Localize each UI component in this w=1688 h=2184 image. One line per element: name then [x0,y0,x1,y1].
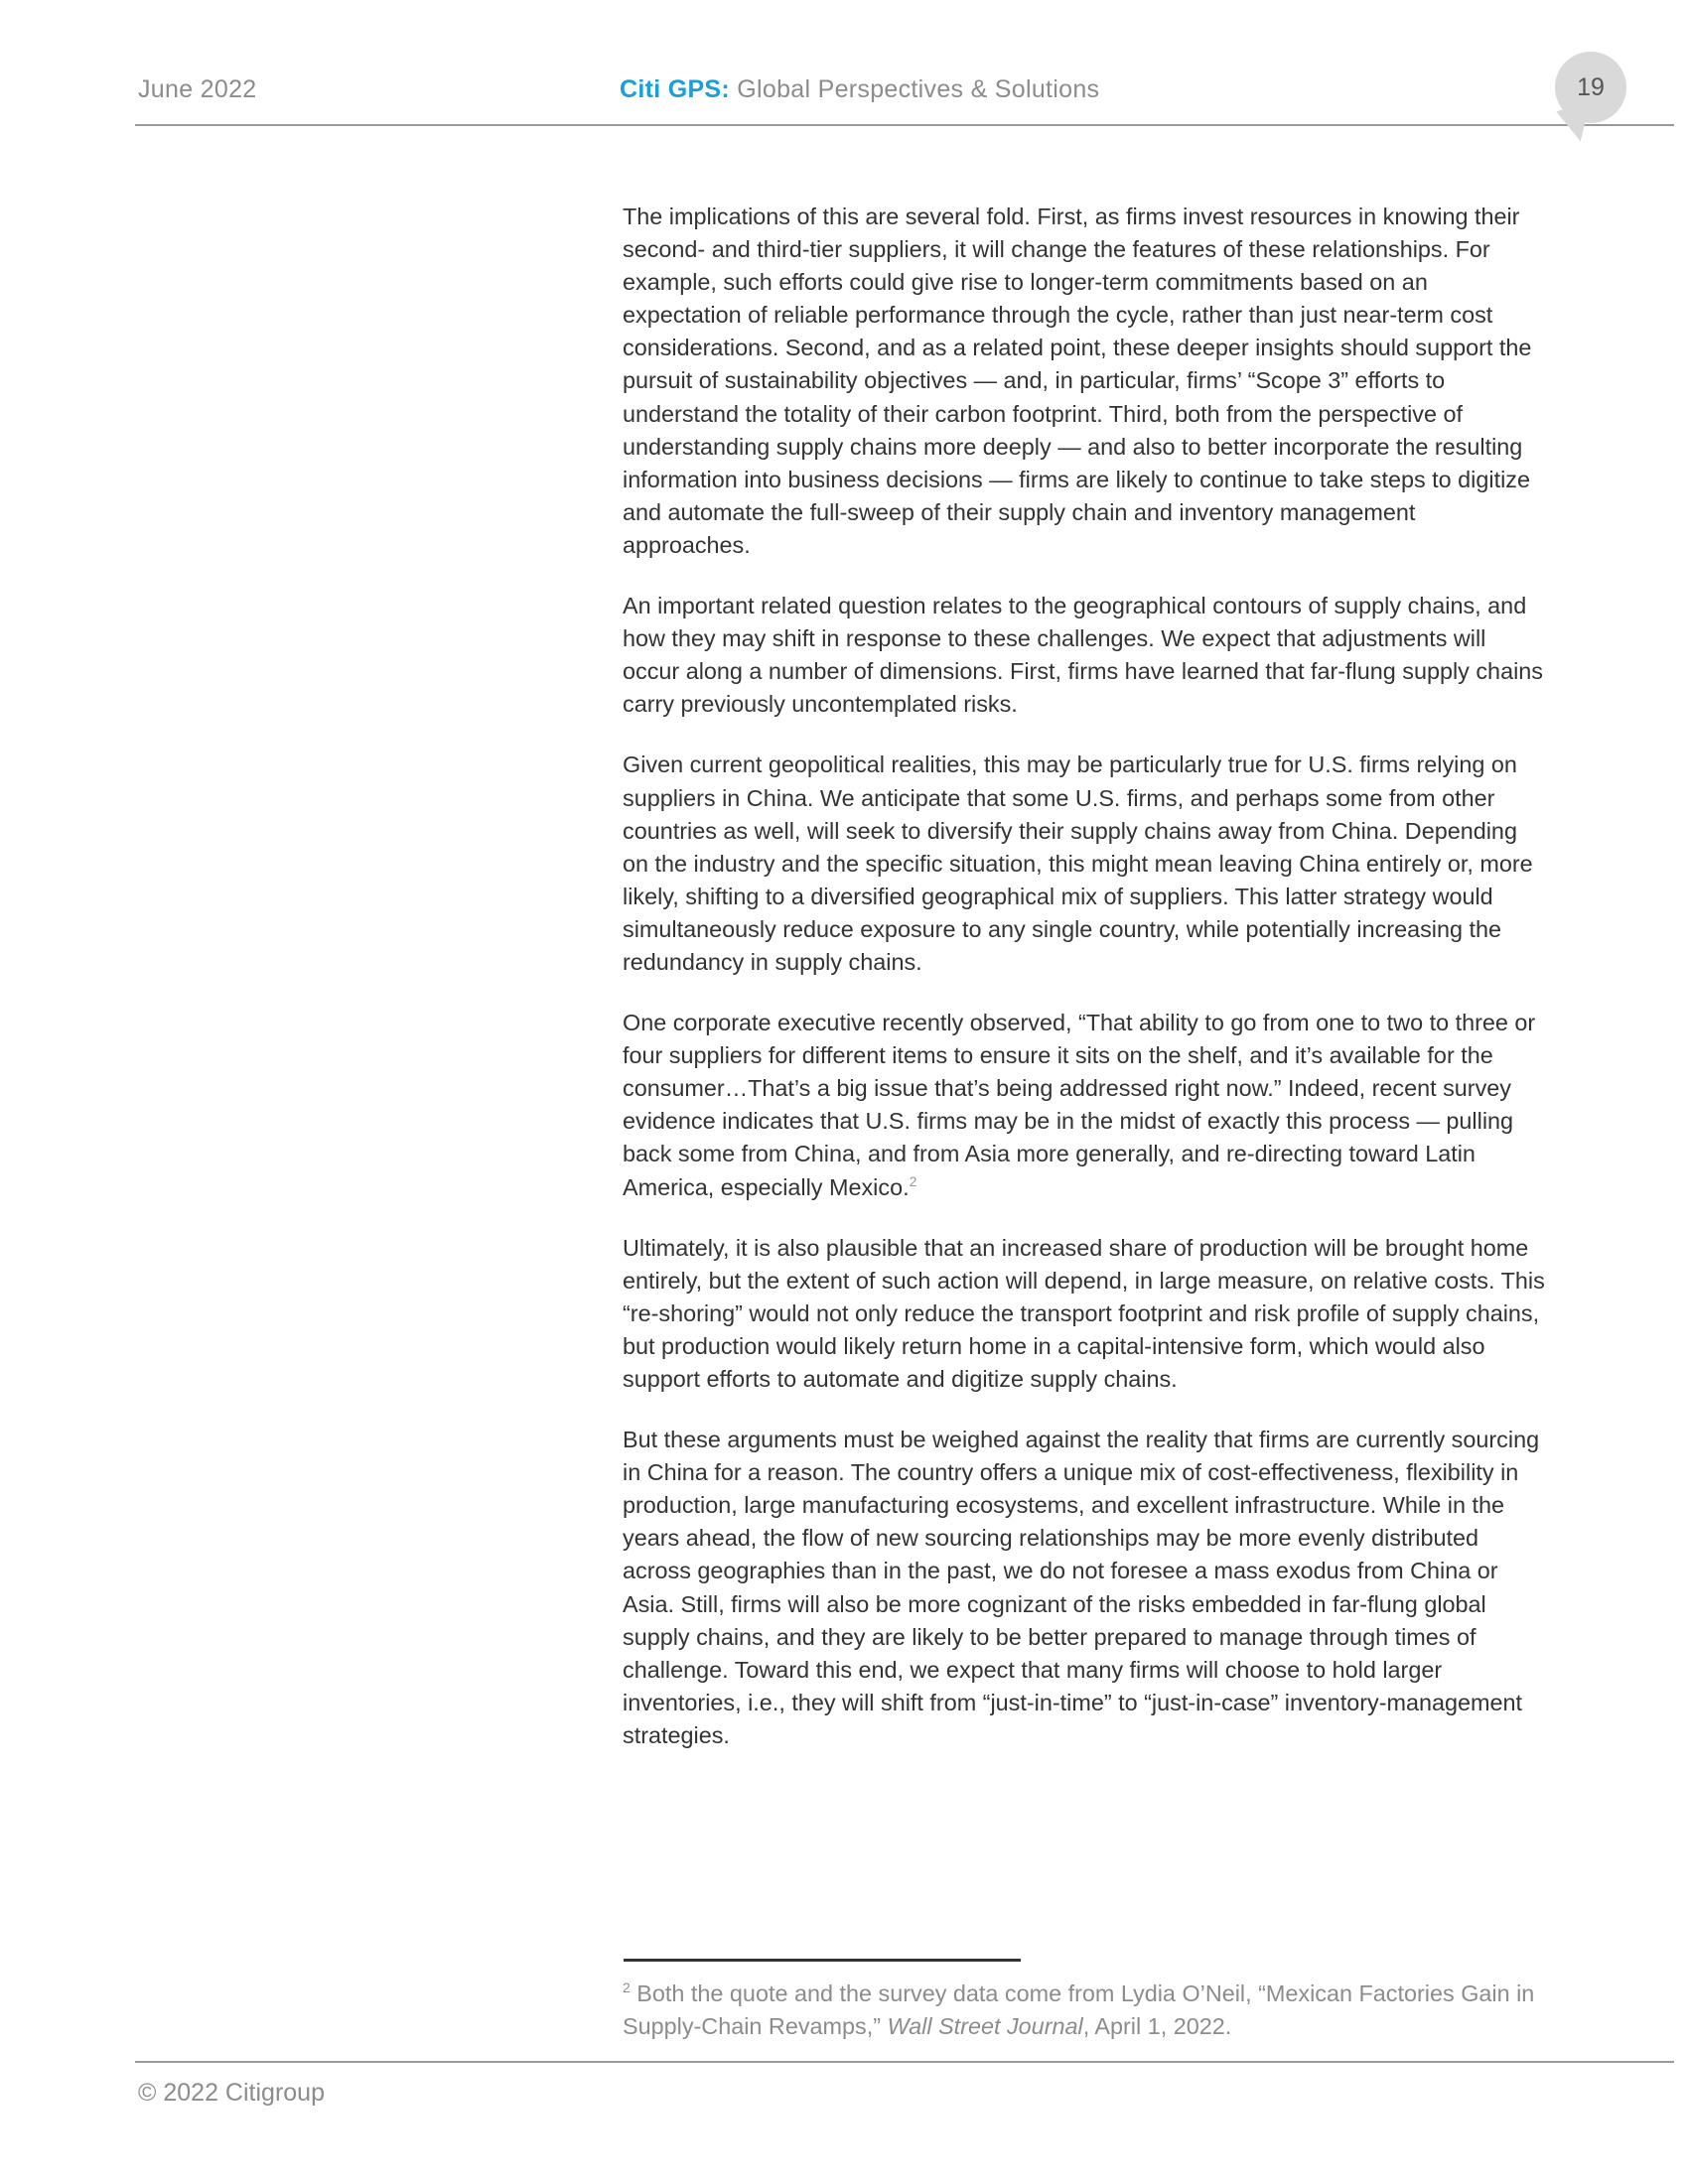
footnote-number: 2 [623,1979,631,1996]
footnote [623,1978,1546,2043]
paragraph: Ultimately, it is also plausible that an increased share of production will be brought home entirely, but the extent of such action will depend, in large measure, on relative costs. This “re-shoring” would not only reduce the transport footprint and risk profile of supply chains, but production would likely return home in a capital-intensive form, which would also support efforts to automate and digitize supply chains. [623,1234,1545,1392]
brand-subtitle: Global Perspectives & Solutions [737,75,1100,103]
body-text [623,201,1546,1780]
footnote-text: Both the quote and the survey data come from Lydia O’Neil, “Mexican Factories Gain in Supply-Chain Revamps,” [623,1980,1535,2039]
footer-copyright: © 2022 Citigroup [138,2079,325,2107]
brand-name: Citi GPS: [620,75,731,103]
footer-divider [135,2061,1674,2063]
paragraph: One corporate executive recently observed, “That ability to go from one to two to three or four suppliers for different items to ensure it sits on the shelf, and it’s available for the consumer…That’s a big issue that’s being addressed right now.” Indeed, recent survey evidence indicates that U.S. firms may be in the midst of exactly this process — pulling back some from China, and from Asia more generally, and re-directing toward Latin America, especially Mexico. [623,1010,1536,1200]
footnote-divider [624,1959,1021,1962]
header-date: June 2022 [138,75,257,103]
paragraph: The implications of this are several fold. First, as firms invest resources in knowing their second- and third-tier suppliers, it will change the features of these relationships. For example, such efforts could give rise to longer-term commitments based on an expectation of reliable performance through the cycle, rather than just near-term cost considerations. Second, and as a related point, these deeper insights should support the pursuit of sustainability objectives — and, in particular, firms’ “Scope 3” efforts to understand the totality of their carbon footprint. Third, both from the perspective of understanding supply chains more deeply — and also to better incorporate the resulting information into business decisions — firms are likely to continue to take steps to digitize and automate the full-sweep of their supply chain and inventory management approaches. [623,204,1532,558]
header-brand [620,75,1099,104]
paragraph-with-footnote [623,1007,1546,1204]
page-number-badge: 19 [1555,52,1626,123]
paragraph: An important related question relates to the geographical contours of supply chains, and how they may shift in response to these challenges. We expect that adjustments will occur along a number of dimensions. First, firms have learned that far-flung supply chains carry previously uncontemplated risks. [623,593,1543,718]
footnote-publication: Wall Street Journal [887,2013,1083,2039]
header-divider [135,124,1674,126]
paragraph: But these arguments must be weighed against the reality that firms are currently sourcing in China for a reason. The country offers a unique mix of cost-effectiveness, flexibility in production, large manufacturing ecosystems, and excellent infrastructure. While in the years ahead, the flow of new sourcing relationships may be more evenly distributed across geographies than in the past, we do not foresee a mass exodus from China or Asia. Still, firms will also be more cognizant of the risks embedded in far-flung global supply chains, and they are likely to be better prepared to manage through times of challenge. Toward this end, we expect that many firms will choose to hold larger inventories, i.e., they will shift from “just-in-time” to “just-in-case” inventory-management strategies. [623,1427,1540,1748]
footnote-date: , April 1, 2022. [1082,2013,1232,2039]
paragraph: Given current geopolitical realities, this may be particularly true for U.S. firms relying on suppliers in China. We anticipate that some U.S. firms, and perhaps some from other countries as well, will seek to diversify their supply chains away from China. Depending on the industry and the specific situation, this might mean leaving China entirely or, more likely, shifting to a diversified geographical mix of suppliers. This latter strategy would simultaneously reduce exposure to any single country, while potentially increasing the redundancy in supply chains. [623,751,1533,975]
footnote-reference[interactable]: 2 [909,1172,917,1189]
